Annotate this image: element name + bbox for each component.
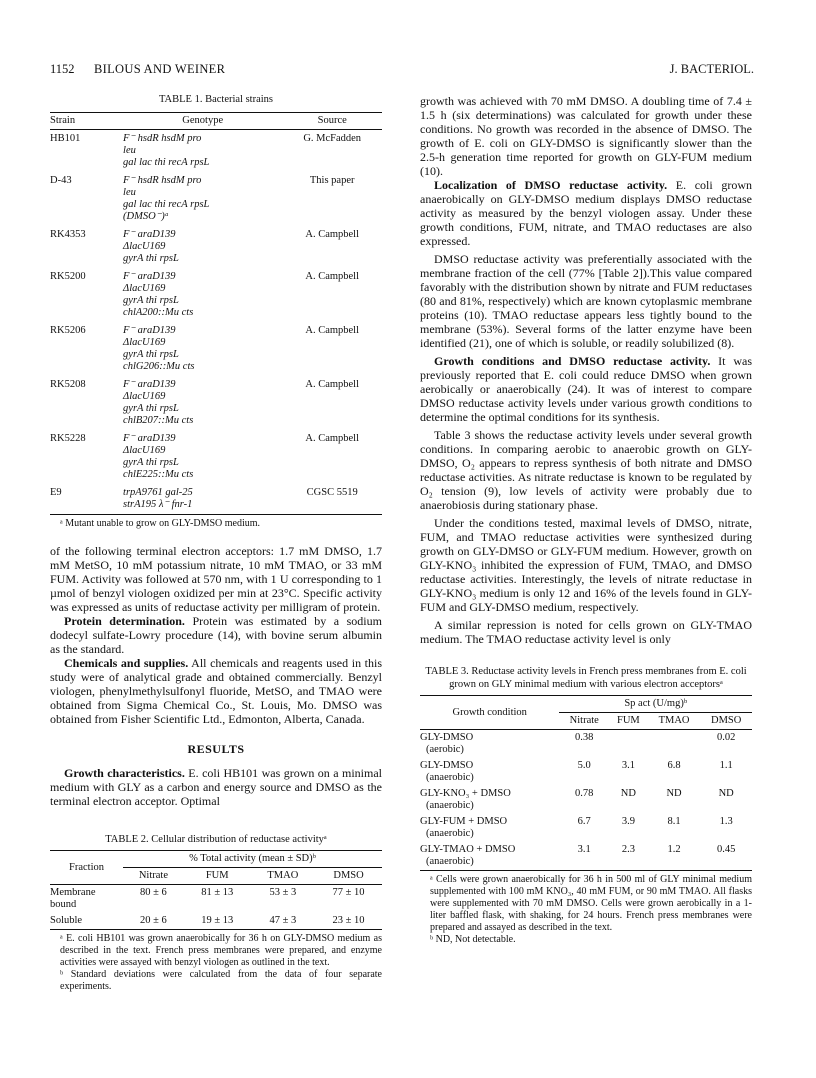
table3-condition [420,814,559,842]
table3-value: 1.1 [719,760,733,771]
table1-source: CGSC 5519 [306,486,358,498]
table1-header-cell: Source [317,114,347,126]
table1-row [50,129,382,172]
table3-column-header: TMAO [658,715,690,726]
table3-caption: TABLE 3. Reductase activity levels in French press membranes from E. coli grown on GLY minimal medium with various electron acceptorsᵃ [425,666,747,690]
table2-value: 80 ± 6 [140,887,167,898]
paragraph-growth-cont: growth was achieved with 70 mM DMSO. A doubling time of 7.4 ± 1.5 h (six determinations) was calculated for growth under these conditions. No growth was recorded in the absence of DMSO. The growth of E. coli on GLY-DMSO is significantly slower than the 2.5-h generation time reported for growth on GLY-FUM medium (10). [420,94,752,178]
paragraph-assay: of the following terminal electron acceptors: 1.7 mM DMSO, 1.7 mM MetSO, 10 mM potassium nitrate, 10 mM TMAO, or 33 mM FUM. Activity was followed at 570 nm, with 1 U corresponding to 1 µmol of benzyl viologen oxidized per min at 23°C. Specific activity was expressed as units of reductase activity per milligram of protein. [50,543,382,614]
table3-condition [420,786,559,814]
table3-row [420,814,752,842]
table1-genotype [123,172,282,226]
table1-genotype-line: ΔlacU169 [123,390,166,402]
table2 [50,850,382,930]
table1-source: A. Campbell [305,228,360,240]
table2-caption: TABLE 2. Cellular distribution of reductase activityᵃ [105,833,327,845]
table1-genotype-line: leu [123,144,136,156]
table2-value: 77 ± 10 [332,887,365,898]
table1-genotype-line: gyrA thi rpsL [123,456,179,468]
table1-caption: TABLE 1. Bacterial strains [158,94,274,105]
table1-strain: RK5228 [50,432,86,444]
table3-value [609,730,648,759]
table1-genotype [123,322,282,376]
table1-genotype-line: F⁻ araD139 [123,378,176,390]
table2-row [50,885,382,914]
table1-genotype [123,226,282,268]
table3-value: 0.38 [575,732,594,743]
table1-genotype-line: F⁻ araD139 [123,432,176,444]
table2-value: 23 ± 10 [332,915,365,926]
table1-genotype-line: F⁻ araD139 [123,228,176,240]
table2-value: 53 ± 3 [269,887,297,898]
table1-strain: RK4353 [50,228,86,240]
table3-value: 3.1 [621,760,635,771]
table1-strain: E9 [50,486,62,498]
text-chemicals: All chemicals and reagents used in this study were of analytical grade and obtained commercially. Benzyl viologen, phenylmethylsulfonyl fluoride, MetSO, and TMAO were obtained from Sigma Chemical Co., St. Louis, Mo. DMSO was obtained from Fisher Scientific Ltd., Edmonton, Alberta, Canada. [50,655,382,726]
table3-row [420,730,752,759]
running-authors: BILOUS AND WEINER [94,62,226,76]
paragraph-localization [420,178,752,248]
table1-header-row [50,112,382,129]
table1-strain: RK5206 [50,324,86,336]
table1-genotype-line: trpA9761 gal-25 [123,486,193,498]
table2-footnote-b: ᵇ Standard deviations were calculated from the data of four separate experiments. [60,969,382,992]
table1-genotype-line: gal lac thi recA rpsL [123,198,210,210]
table3-value [648,730,701,759]
table1-genotype [123,484,282,515]
table3-condition [420,758,559,786]
table1-genotype-line: strA195 λ⁻ fnr-1 [123,498,193,510]
table2-value: 19 ± 13 [201,915,234,926]
table3-header-row [420,696,752,713]
right-column [420,94,752,946]
table1-row [50,268,382,322]
table3-value: 0.02 [716,732,736,743]
table3-footnote-b: ᵇ ND, Not detectable. [430,934,516,945]
table2-fraction-header: Fraction [69,861,105,873]
table2-column-header: TMAO [267,870,299,881]
table1-genotype [123,129,282,172]
table2-row [50,913,382,930]
heading-growth-conditions: Growth conditions and DMSO reductase activity. [434,354,711,368]
table3-column-header: DMSO [711,715,742,726]
table1-genotype-line: ΔlacU169 [123,336,166,348]
table1-genotype [123,268,282,322]
table2-header-row [50,851,382,868]
left-column [50,94,382,993]
table1-source: A. Campbell [305,432,360,444]
table1-row [50,430,382,484]
table3-value: ND [620,788,636,799]
table1-genotype [123,430,282,484]
table1-row [50,226,382,268]
table1-grid [50,112,382,515]
table1-genotype-line: F⁻ araD139 [123,324,176,336]
table1-header-cell: Strain [50,114,76,126]
heading-growth: Growth characteristics. [64,765,185,780]
table3-value: ND [666,788,682,799]
paragraph-chemicals [50,656,382,726]
table1-strain: RK5200 [50,270,86,282]
paragraph-table3: Table 3 shows the reductase activity levels under several growth conditions. In comparing aerobic to anaerobic growth on GLY-DMSO, O₂ appears to repress synthesis of both nitrate and DMSO reductase activities. As nitrate reductase is known to be regulated by O₂ tension (9), low levels of activity were probably due to anaerobiosis during stationary phase. [420,428,752,512]
table3-condition-note: (aerobic) [426,744,464,755]
table1-source: A. Campbell [305,378,360,390]
table3-row [420,758,752,786]
text-protein: Protein was estimated by a sodium dodecyl sulfate-Lowry procedure (14), with bovine serum albumin as the standard. [50,613,382,656]
table1-genotype-line: gyrA thi rpsL [123,252,179,264]
table3-value: 8.1 [667,816,681,827]
table1-row [50,322,382,376]
table2-value: 47 ± 3 [269,915,297,926]
paragraph-membrane: DMSO reductase activity was preferentially associated with the membrane fraction of the cell (77% [Table 2]).This value compared favorably with the distribution shown by nitrate and FUM reductases (80 and 81%, respectively) which are known cytoplasmic membrane proteins (10). TMAO reductase appears less tightly bound to the membrane (53%). Several forms of the latter enzyme have been identified (21), one of which is soluble, or readily solubilized (8). [420,252,752,350]
table1-genotype-line: ΔlacU169 [123,240,166,252]
table3-condition-name: GLY-TMAO + DMSO [420,844,516,855]
table3-value: 5.0 [577,760,591,771]
table3-column-header: Nitrate [569,715,599,726]
table3-condition-name: GLY-DMSO [420,732,474,743]
table3-condition-note: (anaerobic) [426,856,474,867]
table3-row [420,786,752,814]
table1-genotype-line: chlE225::Mu cts [123,468,194,480]
heading-chemicals: Chemicals and supplies. [64,655,189,670]
paragraph-growth-conditions [420,354,752,424]
table1-genotype-line: gyrA thi rpsL [123,402,179,414]
table2-column-header: Nitrate [138,870,168,881]
table3-value: 3.1 [577,844,591,855]
journal-name: J. BACTERIOL. [669,62,754,76]
table3-condition [420,842,559,871]
table1-genotype-line: ΔlacU169 [123,282,166,294]
table3-condition-note: (anaerobic) [426,828,474,839]
table1-strain: HB101 [50,132,81,144]
table1-genotype-line: chlA200::Mu cts [123,306,194,318]
paragraph-maximal: Under the conditions tested, maximal levels of DMSO, nitrate, FUM, and TMAO reductase activities were synthesized during growth on GLY-DMSO or GLY-FUM medium. However, growth on GLY-KNO₃ inhibited the expression of FUM, TMAO, and DMSO reductase activities. Interestingly, the levels of nitrate reductase in GLY-KNO₃ medium is only 12 and 16% of the levels found in GLY-FUM and GLY-DMSO medium, respectively. [420,516,752,614]
table1-strain: D-43 [50,174,72,186]
table2-value: 81 ± 13 [201,887,234,898]
heading-protein: Protein determination. [64,613,185,628]
table1-genotype-line: ΔlacU169 [123,444,166,456]
table3-condition-name: GLY-FUM + DMSO [420,816,508,827]
table3-value: 2.3 [621,844,635,855]
table2-column-header: FUM [205,870,229,881]
table1-genotype-line: F⁻ araD139 [123,270,176,282]
text-localization: E. coli grown anaerobically on GLY-DMSO medium displays DMSO reductase activity as measured by the benzyl viologen assay. Under these growth conditions, FUM, nitrate, and TMAO reductases are also expressed. [420,178,752,248]
table3-condition-note: (anaerobic) [426,800,474,811]
table1-row [50,172,382,226]
table3-value: 6.7 [577,816,591,827]
table1-genotype-line: gyrA thi rpsL [123,348,179,360]
table3-value: 1.3 [719,816,733,827]
heading-localization: Localization of DMSO reductase activity. [434,178,668,192]
running-header [50,62,766,78]
table2-fraction: Soluble [50,915,83,926]
table3-value: 0.78 [575,788,594,799]
table1-genotype-line: gyrA thi rpsL [123,294,179,306]
table1-genotype-line: leu [123,186,136,198]
table2-fraction: Membrane bound [50,887,96,910]
paragraph-protein [50,614,382,656]
table3-condition-header: Growth condition [452,706,527,718]
results-heading: RESULTS [187,741,245,756]
table2-footnote-a: ᵃ E. coli HB101 was grown anaerobically for 36 h on GLY-DMSO medium as described in the text. French press membranes were prepared, and enzyme activities were assayed with benzyl viologen as outlined in the text. [60,933,382,968]
table3-condition-name: GLY-KNO₃ + DMSO [420,788,511,799]
table3-condition [420,730,559,759]
table3-value: 3.9 [621,816,635,827]
table1-row [50,484,382,515]
table2-span-header: % Total activity (mean ± SD)ᵇ [123,851,382,868]
table3-value: 1.2 [667,844,681,855]
table1-genotype-line: (DMSO⁻)ᵃ [123,210,169,222]
table1 [50,112,382,515]
table1-genotype-line: gal lac thi recA rpsL [123,156,210,168]
paragraph-repression: A similar repression is noted for cells grown on GLY-TMAO medium. The TMAO reductase activity level is only [420,618,752,646]
table1-header-cell: Genotype [182,114,224,126]
table1-genotype [123,376,282,430]
table3 [420,695,752,871]
table1-genotype-line: chlG206::Mu cts [123,360,195,372]
table3-value: 0.45 [716,844,736,855]
text-growth-conditions: It was previously reported that E. coli could reduce DMSO when grown aerobically or anaerobically (24). It was of interest to compare DMSO reductase activity levels under various growth conditions to determine the optimal conditions for its synthesis. [420,354,752,424]
page-number: 1152 [50,62,75,76]
table1-genotype-line: F⁻ hsdR hsdM pro [123,174,202,186]
table1-strain: RK5208 [50,378,86,390]
table1-row [50,376,382,430]
table2-value: 20 ± 6 [140,915,167,926]
table1-source: G. McFadden [303,132,362,144]
table1-footnote: ᵃ Mutant unable to grow on GLY-DMSO medium. [60,517,261,529]
table3-span-header: Sp act (U/mg)ᵇ [559,696,752,713]
table3-column-header: FUM [617,715,640,726]
table3-condition-note: (anaerobic) [426,772,474,783]
table1-genotype-line: F⁻ hsdR hsdM pro [123,132,202,144]
table3-value: ND [718,788,734,799]
table2-grid [50,850,382,930]
table2-column-header: DMSO [333,870,364,881]
table3-value: 6.8 [667,760,681,771]
paragraph-growth [50,766,382,808]
table3-footnote-a: ᵃ Cells were grown anaerobically for 36 h in 500 ml of GLY minimal medium supplemented with 100 mM KNO₃, 40 mM FUM, or 90 mM TMAO. All flasks were supplemented with 70 mM DMSO. Cells were grown aerobically in a 1-liter baffled flask, with shaking, for 24 hours. French press membranes were prepared and assayed as described in the text. [430,874,752,933]
table3-row [420,842,752,871]
table1-genotype-line: chlB207::Mu cts [123,414,194,426]
table1-source: A. Campbell [305,270,360,282]
text-growth: E. coli HB101 was grown on a minimal medium with GLY as a carbon and energy source and DMSO as the terminal electron acceptor. Optimal [50,765,382,808]
table1-source: This paper [309,174,355,186]
table1-source: A. Campbell [305,324,360,336]
table3-grid [420,695,752,871]
table3-condition-name: GLY-DMSO [420,760,474,771]
